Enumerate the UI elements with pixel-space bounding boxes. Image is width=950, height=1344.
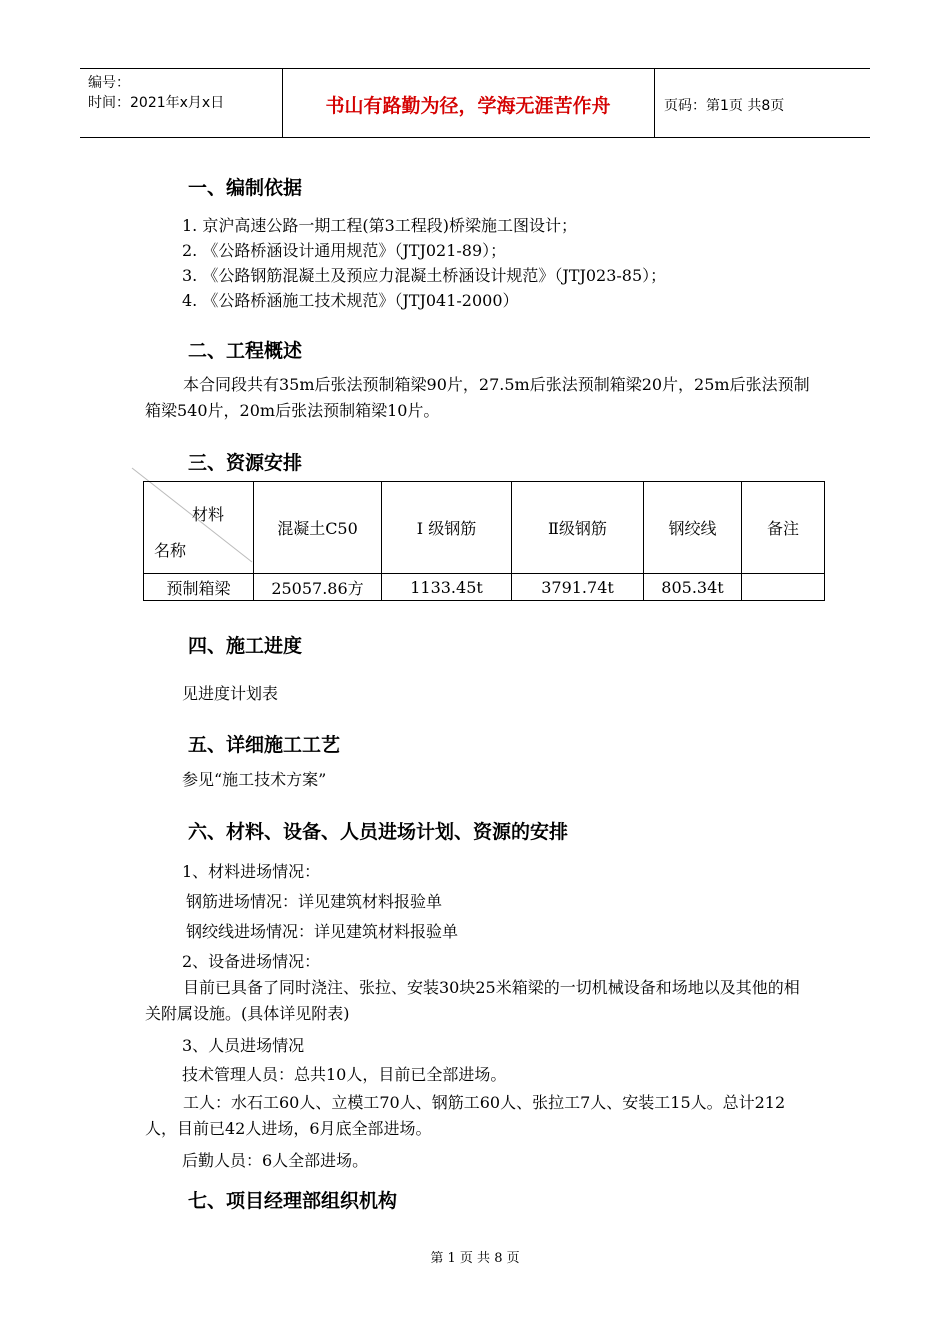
page-header (80, 68, 870, 138)
personnel-heading: 3、人员进场情况 (182, 1036, 305, 1055)
list-item: 3. 《公路钢筋混凝土及预应力混凝土桥涵设计规范》（JTJ023-85）； (182, 266, 667, 285)
section-title-organization: 七、项目经理部组织机构 (188, 1190, 398, 1212)
table-header-cell: 钢绞线 (644, 482, 742, 574)
resource-table (143, 481, 825, 601)
table-header-cell: 混凝土C50 (254, 482, 382, 574)
section-title-process: 五、详细施工工艺 (188, 734, 341, 756)
header-divider (654, 69, 655, 137)
equipment-heading: 2、设备进场情况： (182, 952, 321, 971)
equipment-paragraph: 目前已具备了同时浇注、张拉、安装30块25米箱梁的一切机械设备和场地以及其他的相关附属设施。(具体详见附表) (145, 978, 800, 1023)
workers-paragraph: 工人：水石工60人、立模工70人、钢筋工60人、张拉工7人、安装工15人。总计212人，目前已42人进场，6月底全部进场。 (145, 1093, 786, 1138)
page-footer: 第 1 页 共 8 页 (430, 1251, 520, 1266)
table-header-cell: 备注 (742, 482, 825, 574)
overview-paragraph: 本合同段共有35m后张法预制箱梁90片，27.5m后张法预制箱梁20片，25m后张法预制箱梁540片，20m后张法预制箱梁10片。 (145, 375, 810, 420)
section-title-arrangement: 六、材料、设备、人员进场计划、资源的安排 (188, 821, 569, 843)
management-line: 技术管理人员：总共10人，目前已全部进场。 (182, 1065, 507, 1084)
table-header-row (144, 482, 825, 574)
table-cell: 25057.86方 (254, 574, 382, 601)
process-text: 参见“施工技术方案” (182, 770, 327, 789)
list-item: 2. 《公路桥涵设计通用规范》（JTJ021-89）； (182, 241, 507, 260)
section-title-overview: 二、工程概述 (188, 340, 303, 362)
section-title-basis: 一、编制依据 (188, 177, 303, 199)
logistics-line: 后勤人员：6人全部进场。 (182, 1151, 369, 1170)
table-cell (742, 574, 825, 601)
table-row (144, 574, 825, 601)
list-item: 4. 《公路桥涵施工技术规范》（JTJ041-2000） (182, 291, 519, 310)
table-cell: 1133.45t (382, 574, 512, 601)
header-motto: 书山有路勤为径，学海无涯苦作舟 (325, 95, 611, 117)
doc-time-label: 时间：2021年x月x日 (88, 95, 225, 111)
section-title-resources: 三、资源安排 (188, 452, 303, 474)
material-heading: 1、材料进场情况： (182, 862, 321, 881)
table-cell: 3791.74t (512, 574, 644, 601)
table-header-cell: Ⅰ 级钢筋 (382, 482, 512, 574)
table-header-cell: Ⅱ级钢筋 (512, 482, 644, 574)
rebar-line: 钢筋进场情况：详见建筑材料报验单 (186, 892, 443, 911)
table-cell: 805.34t (644, 574, 742, 601)
header-meta (88, 73, 224, 113)
strand-line: 钢绞线进场情况：详见建筑材料报验单 (186, 922, 459, 941)
header-page-number: 页码：第1页 共8页 (664, 98, 785, 114)
section-title-schedule: 四、施工进度 (188, 635, 303, 657)
schedule-text: 见进度计划表 (182, 684, 279, 703)
table-corner-cell (144, 482, 254, 574)
doc-number-label: 编号： (88, 75, 130, 91)
corner-label-name: 名称 (154, 541, 187, 560)
table-cell: 预制箱梁 (144, 574, 254, 601)
corner-label-material: 材料 (192, 505, 225, 524)
list-item: 1. 京沪高速公路一期工程(第3工程段)桥梁施工图设计； (182, 216, 578, 235)
